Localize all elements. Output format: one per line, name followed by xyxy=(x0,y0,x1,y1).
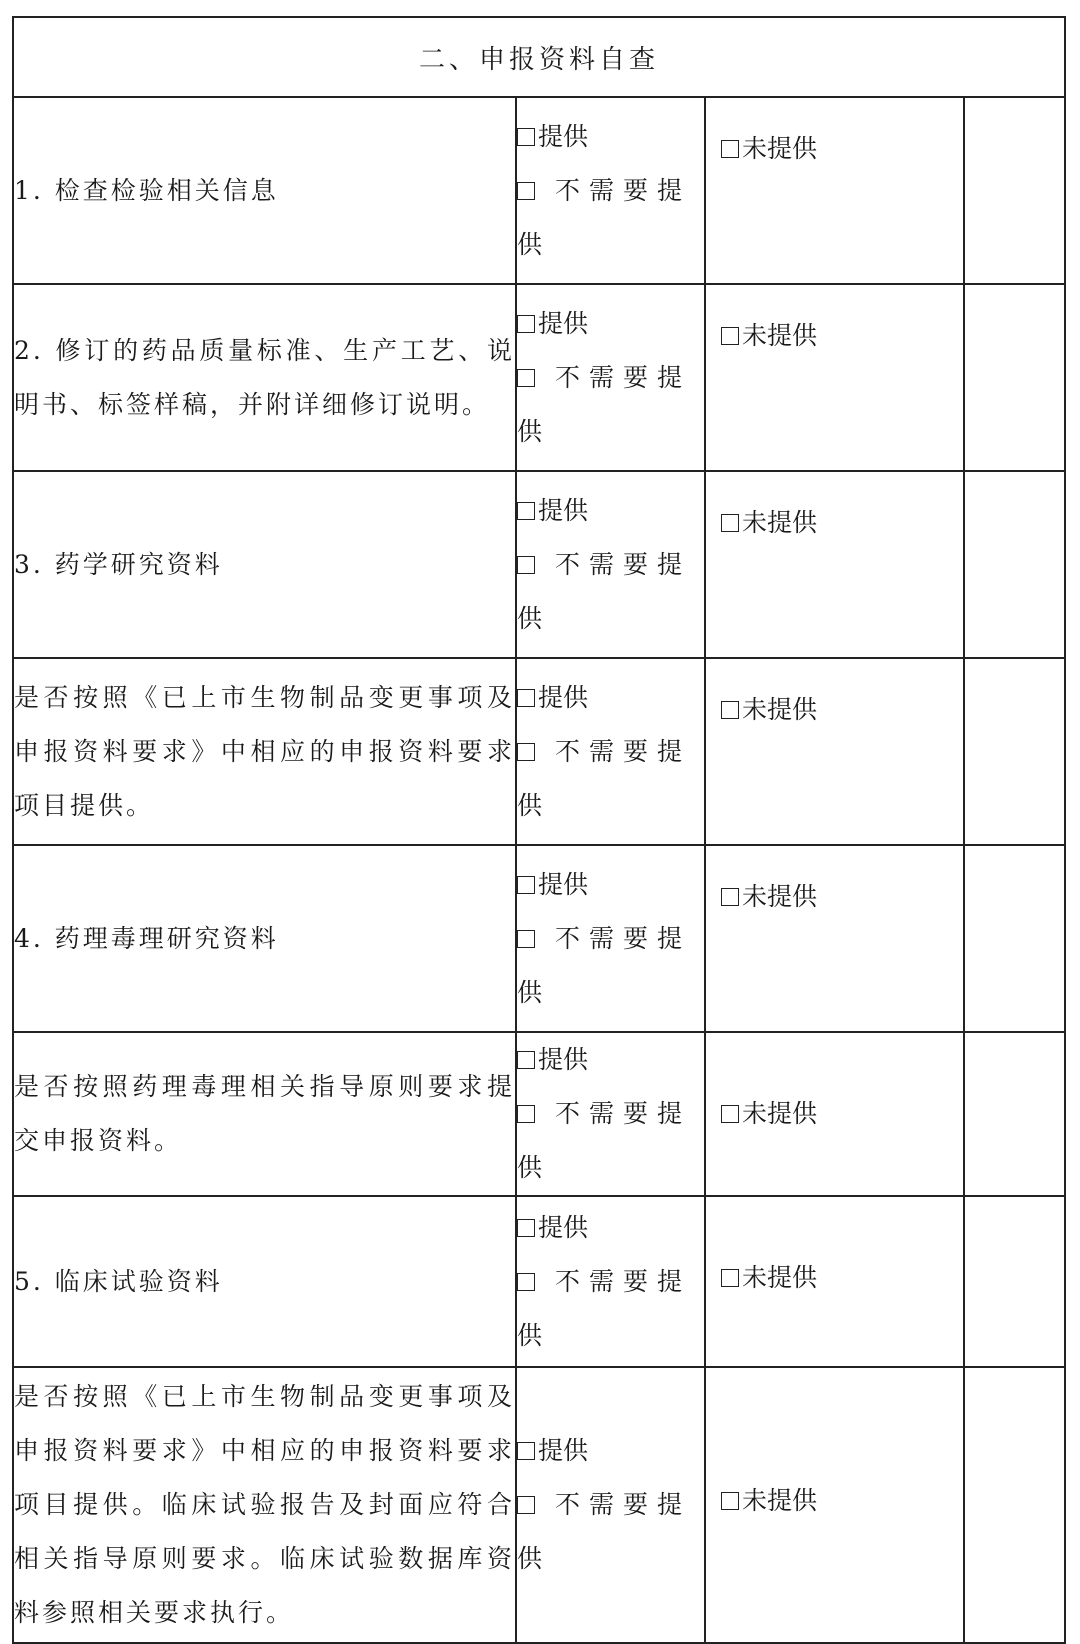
option-provided[interactable]: 提供 xyxy=(517,110,704,164)
option-not-required[interactable]: 不需要提 xyxy=(517,1478,704,1532)
section-title: 二、申报资料自查 xyxy=(13,17,1065,97)
remark-cell xyxy=(964,97,1065,284)
option-not-provided[interactable]: 未提供 xyxy=(705,1032,964,1196)
option-not-required-wrap: 供 xyxy=(517,603,543,633)
table-row xyxy=(13,284,1065,471)
option-cell xyxy=(516,284,705,471)
checkbox-icon[interactable] xyxy=(721,140,739,158)
remark-cell xyxy=(964,845,1065,1032)
option-cell xyxy=(516,1196,705,1367)
checkbox-icon[interactable] xyxy=(721,514,739,532)
item-description: 是否按照《已上市生物制品变更事项及申报资料要求》中相应的申报资料要求项目提供。 xyxy=(13,658,516,845)
item-description: 是否按照药理毒理相关指导原则要求提交申报资料。 xyxy=(13,1032,516,1196)
option-not-required[interactable]: 不需要提 xyxy=(517,164,704,218)
checkbox-icon[interactable] xyxy=(517,1219,535,1237)
option-not-required-wrap: 供 xyxy=(517,1544,543,1573)
checkbox-icon[interactable] xyxy=(517,315,535,333)
option-not-required[interactable]: 不需要提 xyxy=(517,538,704,592)
option-not-provided[interactable]: 未提供 xyxy=(705,97,964,284)
option-not-provided[interactable]: 未提供 xyxy=(705,1196,964,1367)
option-not-required[interactable]: 不需要提 xyxy=(517,725,704,779)
checkbox-icon[interactable] xyxy=(517,1442,535,1460)
checkbox-icon[interactable] xyxy=(517,743,535,761)
checkbox-icon[interactable] xyxy=(721,1269,739,1287)
section-header-row xyxy=(13,17,1065,97)
remark-cell xyxy=(964,658,1065,845)
checkbox-icon[interactable] xyxy=(517,930,535,948)
table-row xyxy=(13,1196,1065,1367)
checkbox-icon[interactable] xyxy=(517,556,535,574)
option-not-required-wrap: 供 xyxy=(517,1320,543,1350)
option-cell xyxy=(516,658,705,845)
option-provided[interactable]: 提供 xyxy=(517,297,704,351)
remark-cell xyxy=(964,1367,1065,1643)
checkbox-icon[interactable] xyxy=(517,128,535,146)
checkbox-icon[interactable] xyxy=(721,1492,739,1510)
remark-cell xyxy=(964,1196,1065,1367)
option-not-provided[interactable]: 未提供 xyxy=(705,1367,964,1643)
checkbox-icon[interactable] xyxy=(721,888,739,906)
checkbox-icon[interactable] xyxy=(721,1105,739,1123)
option-not-required[interactable]: 不需要提 xyxy=(517,351,704,405)
checkbox-icon[interactable] xyxy=(517,502,535,520)
checkbox-icon[interactable] xyxy=(517,1105,535,1123)
checkbox-icon[interactable] xyxy=(517,369,535,387)
item-description: 是否按照《已上市生物制品变更事项及申报资料要求》中相应的申报资料要求项目提供。临床试验报告及封面应符合相关指导原则要求。临床试验数据库资料参照相关要求执行。 xyxy=(13,1367,516,1643)
option-cell xyxy=(516,845,705,1032)
table-row xyxy=(13,658,1065,845)
item-description: 5. 临床试验资料 xyxy=(13,1196,516,1367)
checkbox-icon[interactable] xyxy=(721,327,739,345)
option-provided[interactable]: 提供 xyxy=(517,1201,704,1255)
checkbox-icon[interactable] xyxy=(517,1273,535,1291)
option-provided[interactable]: 提供 xyxy=(517,671,704,725)
remark-cell xyxy=(964,471,1065,658)
item-description: 2. 修订的药品质量标准、生产工艺、说明书、标签样稿，并附详细修订说明。 xyxy=(13,284,516,471)
checkbox-icon[interactable] xyxy=(721,701,739,719)
table-row xyxy=(13,1367,1065,1643)
option-not-required-wrap: 供 xyxy=(517,229,543,259)
option-not-provided[interactable]: 未提供 xyxy=(705,845,964,1032)
self-check-table xyxy=(12,16,1066,1644)
table-row xyxy=(13,97,1065,284)
option-not-required-wrap: 供 xyxy=(517,416,543,446)
option-provided[interactable]: 提供 xyxy=(517,858,704,912)
option-cell xyxy=(516,1032,705,1196)
checkbox-icon[interactable] xyxy=(517,182,535,200)
option-not-provided[interactable]: 未提供 xyxy=(705,284,964,471)
checkbox-icon[interactable] xyxy=(517,876,535,894)
option-not-required-wrap: 供 xyxy=(517,977,543,1007)
option-provided[interactable]: 提供 xyxy=(517,484,704,538)
remark-cell xyxy=(964,284,1065,471)
table-row xyxy=(13,471,1065,658)
option-cell xyxy=(516,97,705,284)
option-cell xyxy=(516,471,705,658)
item-description: 3. 药学研究资料 xyxy=(13,471,516,658)
option-not-required-wrap: 供 xyxy=(517,1153,543,1182)
option-provided[interactable]: 提供 xyxy=(517,1424,704,1478)
checkbox-icon[interactable] xyxy=(517,689,535,707)
option-not-required[interactable]: 不需要提 xyxy=(517,1087,704,1141)
option-cell xyxy=(516,1367,705,1643)
option-not-provided[interactable]: 未提供 xyxy=(705,658,964,845)
table-row xyxy=(13,1032,1065,1196)
item-description: 1. 检查检验相关信息 xyxy=(13,97,516,284)
option-not-provided[interactable]: 未提供 xyxy=(705,471,964,658)
option-provided[interactable]: 提供 xyxy=(517,1033,704,1087)
option-not-required[interactable]: 不需要提 xyxy=(517,912,704,966)
option-not-required[interactable]: 不需要提 xyxy=(517,1255,704,1309)
checkbox-icon[interactable] xyxy=(517,1051,535,1069)
item-description: 4. 药理毒理研究资料 xyxy=(13,845,516,1032)
remark-cell xyxy=(964,1032,1065,1196)
checkbox-icon[interactable] xyxy=(517,1496,535,1514)
option-not-required-wrap: 供 xyxy=(517,790,543,820)
table-row xyxy=(13,845,1065,1032)
